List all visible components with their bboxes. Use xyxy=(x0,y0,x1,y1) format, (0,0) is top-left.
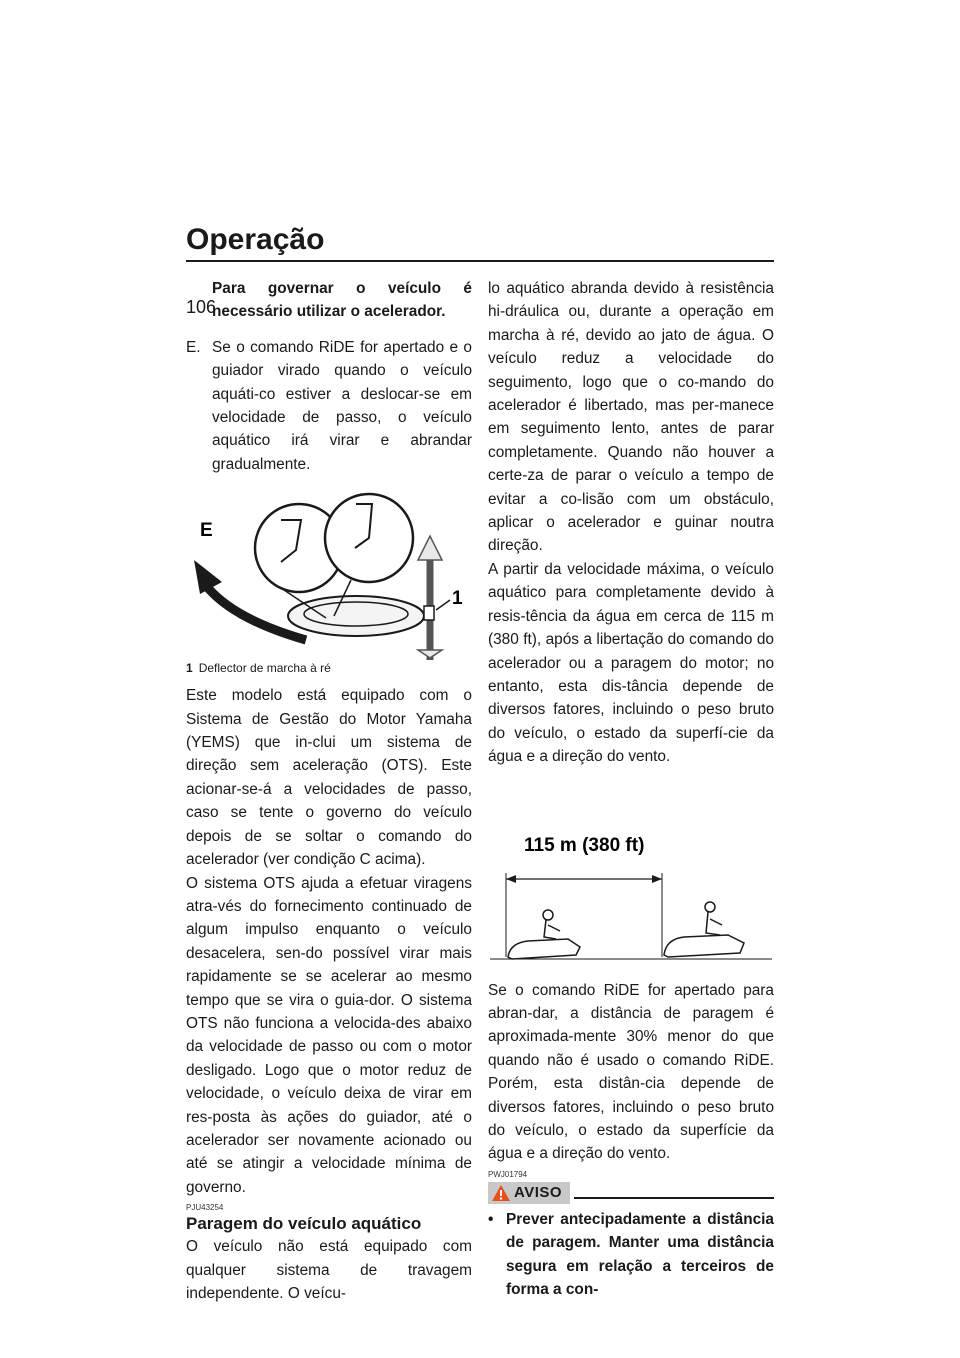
paragraph-ots: O sistema OTS ajuda a efetuar viragens atra-vés do fornecimento continuado de algum impulso enquanto o veículo desacelera, sen-do possível virar mais rapidamente se se acelerar ao mesmo tempo que se vira o guia-dor. O sistema OTS não funciona a velocida-des abaixo da velocidade de passo ou com o motor desligado. Logo que o motor reduz de velocidade, o veículo deixa de virar em res-posta às ações do guiador, até o acelerador ser novamente acionado ou até se atingir a velocidade mínima de governo. xyxy=(186,874,472,1196)
section-title: Paragem do veículo aquático xyxy=(186,1214,422,1234)
turn-arrowhead-icon xyxy=(194,560,222,594)
paragraph-braking: O veículo não está equipado com qualquer sistema de travagem independente. O veícu- xyxy=(186,1238,472,1302)
left-column xyxy=(186,277,472,1305)
deflector-icon xyxy=(424,606,434,620)
caption-number: 1 xyxy=(186,661,193,676)
warning-bullet xyxy=(488,1208,774,1302)
figure-label-e: E xyxy=(200,520,213,542)
list-item-e xyxy=(186,336,472,476)
figure-label-1: 1 xyxy=(452,588,463,610)
stopping-distance-illustration xyxy=(488,787,774,967)
warning-header xyxy=(488,1182,774,1204)
item-letter: E. xyxy=(186,338,201,356)
caption-text: Deflector de marcha à ré xyxy=(198,661,331,676)
warning-rule xyxy=(574,1187,774,1199)
jetski-rider-left-icon xyxy=(508,910,580,959)
warning-badge xyxy=(488,1182,570,1204)
section-code: PJU43254 xyxy=(186,1203,224,1213)
page-number: 106 xyxy=(186,297,217,317)
figure-caption xyxy=(186,660,472,676)
bullet-dot-icon: • xyxy=(488,1210,494,1228)
item-text: Se o comando RiDE for apertado e o guiador virado quando o veículo aquáti-co estiver a deslocar-se em velocidade de passo, o veículo aquático irá virar e abrandar gradualmente. xyxy=(212,338,472,473)
bold-continuation: Para governar o veículo é necessário utilizar o acelerador. xyxy=(212,280,472,321)
page-title: Operação xyxy=(186,223,325,256)
page-header xyxy=(186,222,774,262)
figure-stopping-distance xyxy=(488,787,774,979)
paragraph-deceleration: lo aquático abranda devido à resistência hi-dráulica ou, durante a operação em marcha à ré, devido ao jato de água. O veículo reduz a velocidade do seguimento, logo que o co-mando do acelerador é libertado, mas per-manece em seguimento lento, antes de parar completamente. Quando não houver a certe-za de parar o veículo a tempo de evitar a co-lisão com um obstáculo, aplicar o acelerador e guinar noutra direção. xyxy=(488,280,774,555)
warning-label: AVISO xyxy=(514,1184,563,1202)
warning-bullet-text: Prever antecipadamente a distância de paragem. Manter uma distância segura em relação a terceiros de forma a con- xyxy=(506,1210,774,1298)
figure-steering-illustration xyxy=(186,490,472,660)
distance-label: 115 m (380 ft) xyxy=(524,834,645,856)
warning-code: PWJ01794 xyxy=(488,1169,528,1179)
paragraph-yems: Este modelo está equipado com o Sistema de Gestão do Motor Yamaha (YEMS) que in-clui um sistema de direção sem aceleração (OTS). Este acionar-se-á a velocidades de passo, caso se tente o governo do veículo depois de se soltar o comando do acelerador (ver condição C acima). xyxy=(186,687,472,869)
paragraph-ride-braking: Se o comando RiDE for apertado para abran-dar, a distância de paragem é aproximada-mente 30% menor do que quando não é usado o comando RiDE. Porém, esta distân-cia depende de diversos fatores, incluindo o peso bruto do veículo, o estado da superfície da água e a direção do vento. xyxy=(488,981,774,1163)
jetski-turn-illustration xyxy=(186,490,472,660)
right-column xyxy=(488,277,774,1301)
warning-triangle-icon xyxy=(492,1185,510,1201)
paragraph-stopping-distance: A partir da velocidade máxima, o veículo aquático para completamente devido à resis-tência da água em cerca de 115 m (380 ft), após a libertação do comando do acelerador ou a paragem do motor; no entanto, esta dis-tância depende de diversos fatores, incluindo o peso bruto do veículo, o estado da superfí-cie da água e a direção do vento. xyxy=(488,560,774,766)
jetski-rider-right-icon xyxy=(664,902,744,957)
